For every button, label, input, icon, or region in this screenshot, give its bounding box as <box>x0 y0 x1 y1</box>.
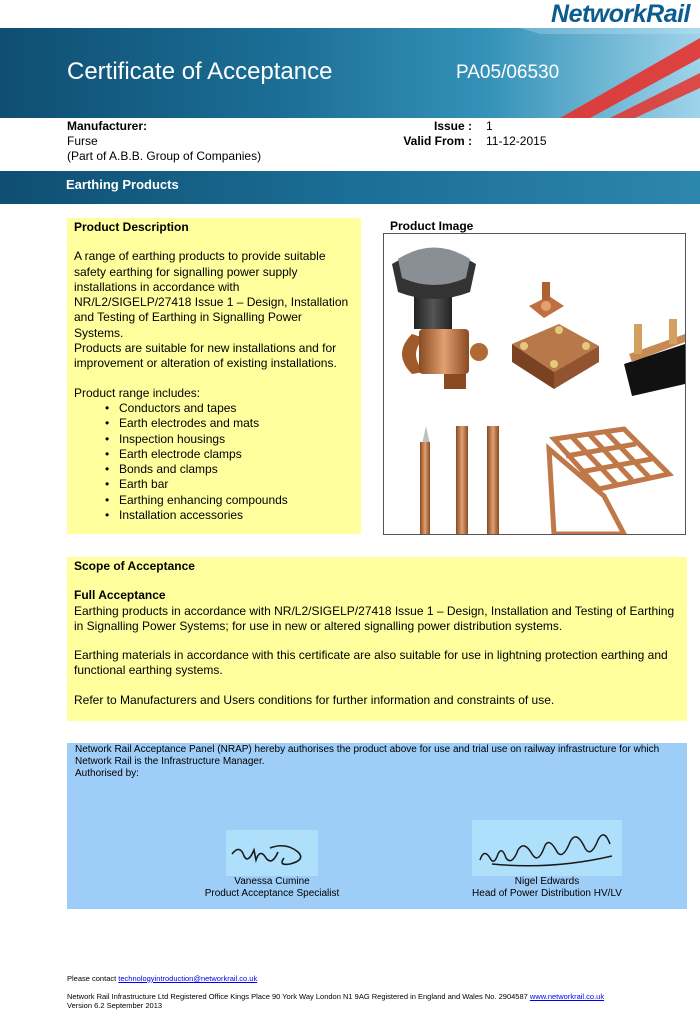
scope-subheading: Full Acceptance <box>74 588 166 603</box>
contact-line <box>67 974 257 983</box>
certificate-ref: PA05/06530 <box>456 62 560 83</box>
u-bolt-clamp-icon <box>402 329 488 389</box>
product-image <box>383 233 686 535</box>
earth-mat-icon <box>554 429 669 489</box>
plate-clamp-icon <box>512 324 599 389</box>
certificate-banner <box>0 28 700 118</box>
signatory-1 <box>162 833 382 900</box>
description-para1: A range of earthing products to provide suitable safety earthing for signalling power supply installations in accordance with NR/L2/SIGELP/27418 Issue 1 – Design, Installation and Testing of Earthing in Signalling Power Systems. <box>74 249 349 340</box>
top-strip <box>0 0 700 28</box>
valid-from-value: 11-12-2015 <box>486 134 547 148</box>
manufacturer-label: Manufacturer: <box>67 119 148 133</box>
manufacturer-block <box>67 119 261 164</box>
earthing-products-illustration <box>384 234 685 534</box>
contact-prefix: Please contact <box>67 974 119 983</box>
authorisation-text: Network Rail Acceptance Panel (NRAP) hereby authorises the product above for use and trial use on railway infrastructure for which Network Rail is the Infrastructure Manager. <box>75 744 660 767</box>
earth-electrodes-icon <box>420 426 499 534</box>
section-bar <box>0 171 700 204</box>
description-heading: Product Description <box>74 220 189 234</box>
list-item: • Bonds and clamps <box>105 462 354 477</box>
list-item: • Installation accessories <box>105 508 354 523</box>
signatory-name: Vanessa Cumine <box>234 876 310 887</box>
list-item: • Earth electrodes and mats <box>105 416 354 431</box>
scope-para1: Earthing products in accordance with NR/L2/SIGELP/27418 Issue 1 – Design, Installation and Testing of Earthing in Signalling Power Systems; for use in new or altered signalling power distribution systems. <box>74 603 675 633</box>
product-description <box>67 218 361 534</box>
signatory-role: Product Acceptance Specialist <box>204 888 340 899</box>
version-text: Version 6.2 September 2013 <box>67 1001 163 1010</box>
list-item: • Inspection housings <box>105 432 354 447</box>
scope-heading: Scope of Acceptance <box>74 559 195 573</box>
signature-nigel-edwards <box>472 820 622 876</box>
contact-email-link[interactable]: technologyintroduction@networkrail.co.uk <box>118 974 258 983</box>
logo-text: NetworkRail <box>551 0 690 28</box>
signature-vanessa-cumine <box>226 830 318 876</box>
product-image-label: Product Image <box>390 219 474 233</box>
website-link[interactable]: www.networkrail.co.uk <box>529 992 605 1001</box>
signatory-2 <box>437 833 657 900</box>
small-clamp-icon <box>529 282 564 318</box>
manufacturer-group: (Part of A.B.B. Group of Companies) <box>67 149 262 163</box>
list-item: • Conductors and tapes <box>105 401 354 416</box>
scope-para2: Earthing materials in accordance with this certificate are also suitable for use in lightning protection earthing and functional earthing systems. <box>74 648 668 678</box>
signatory-role: Head of Power Distribution HV/LV <box>472 888 622 899</box>
scope-of-acceptance <box>67 557 687 721</box>
manufacturer-name: Furse <box>67 134 98 148</box>
authorisation-panel <box>67 743 687 909</box>
list-item: • Earth bar <box>105 477 354 492</box>
range-intro: Product range includes: <box>74 385 201 400</box>
issue-value: 1 <box>486 119 493 133</box>
registered-text: Network Rail Infrastructure Ltd Registered Office Kings Place 90 York Way London N1 9AG Registered in England and Wales No. 2904587 <box>67 992 530 1001</box>
description-para2: Products are suitable for new installations and for improvement or alteration of existing installations. <box>74 341 337 371</box>
inspection-housing-icon <box>392 248 476 330</box>
network-rail-logo <box>551 0 690 28</box>
earth-bar-icon <box>624 319 685 396</box>
section-title: Earthing Products <box>66 177 179 192</box>
valid-from-label: Valid From : <box>403 134 472 148</box>
authorised-by-label: Authorised by: <box>75 768 139 779</box>
registered-info <box>67 992 604 1010</box>
product-range-list <box>105 401 354 523</box>
issue-label: Issue : <box>433 119 472 133</box>
list-item: • Earthing enhancing compounds <box>105 493 354 508</box>
scope-para3: Refer to Manufacturers and Users conditions for further information and constraints of use. <box>74 692 555 707</box>
page-title: Certificate of Acceptance <box>67 58 333 85</box>
list-item: • Earth electrode clamps <box>105 447 354 462</box>
signatory-name: Nigel Edwards <box>514 876 580 887</box>
